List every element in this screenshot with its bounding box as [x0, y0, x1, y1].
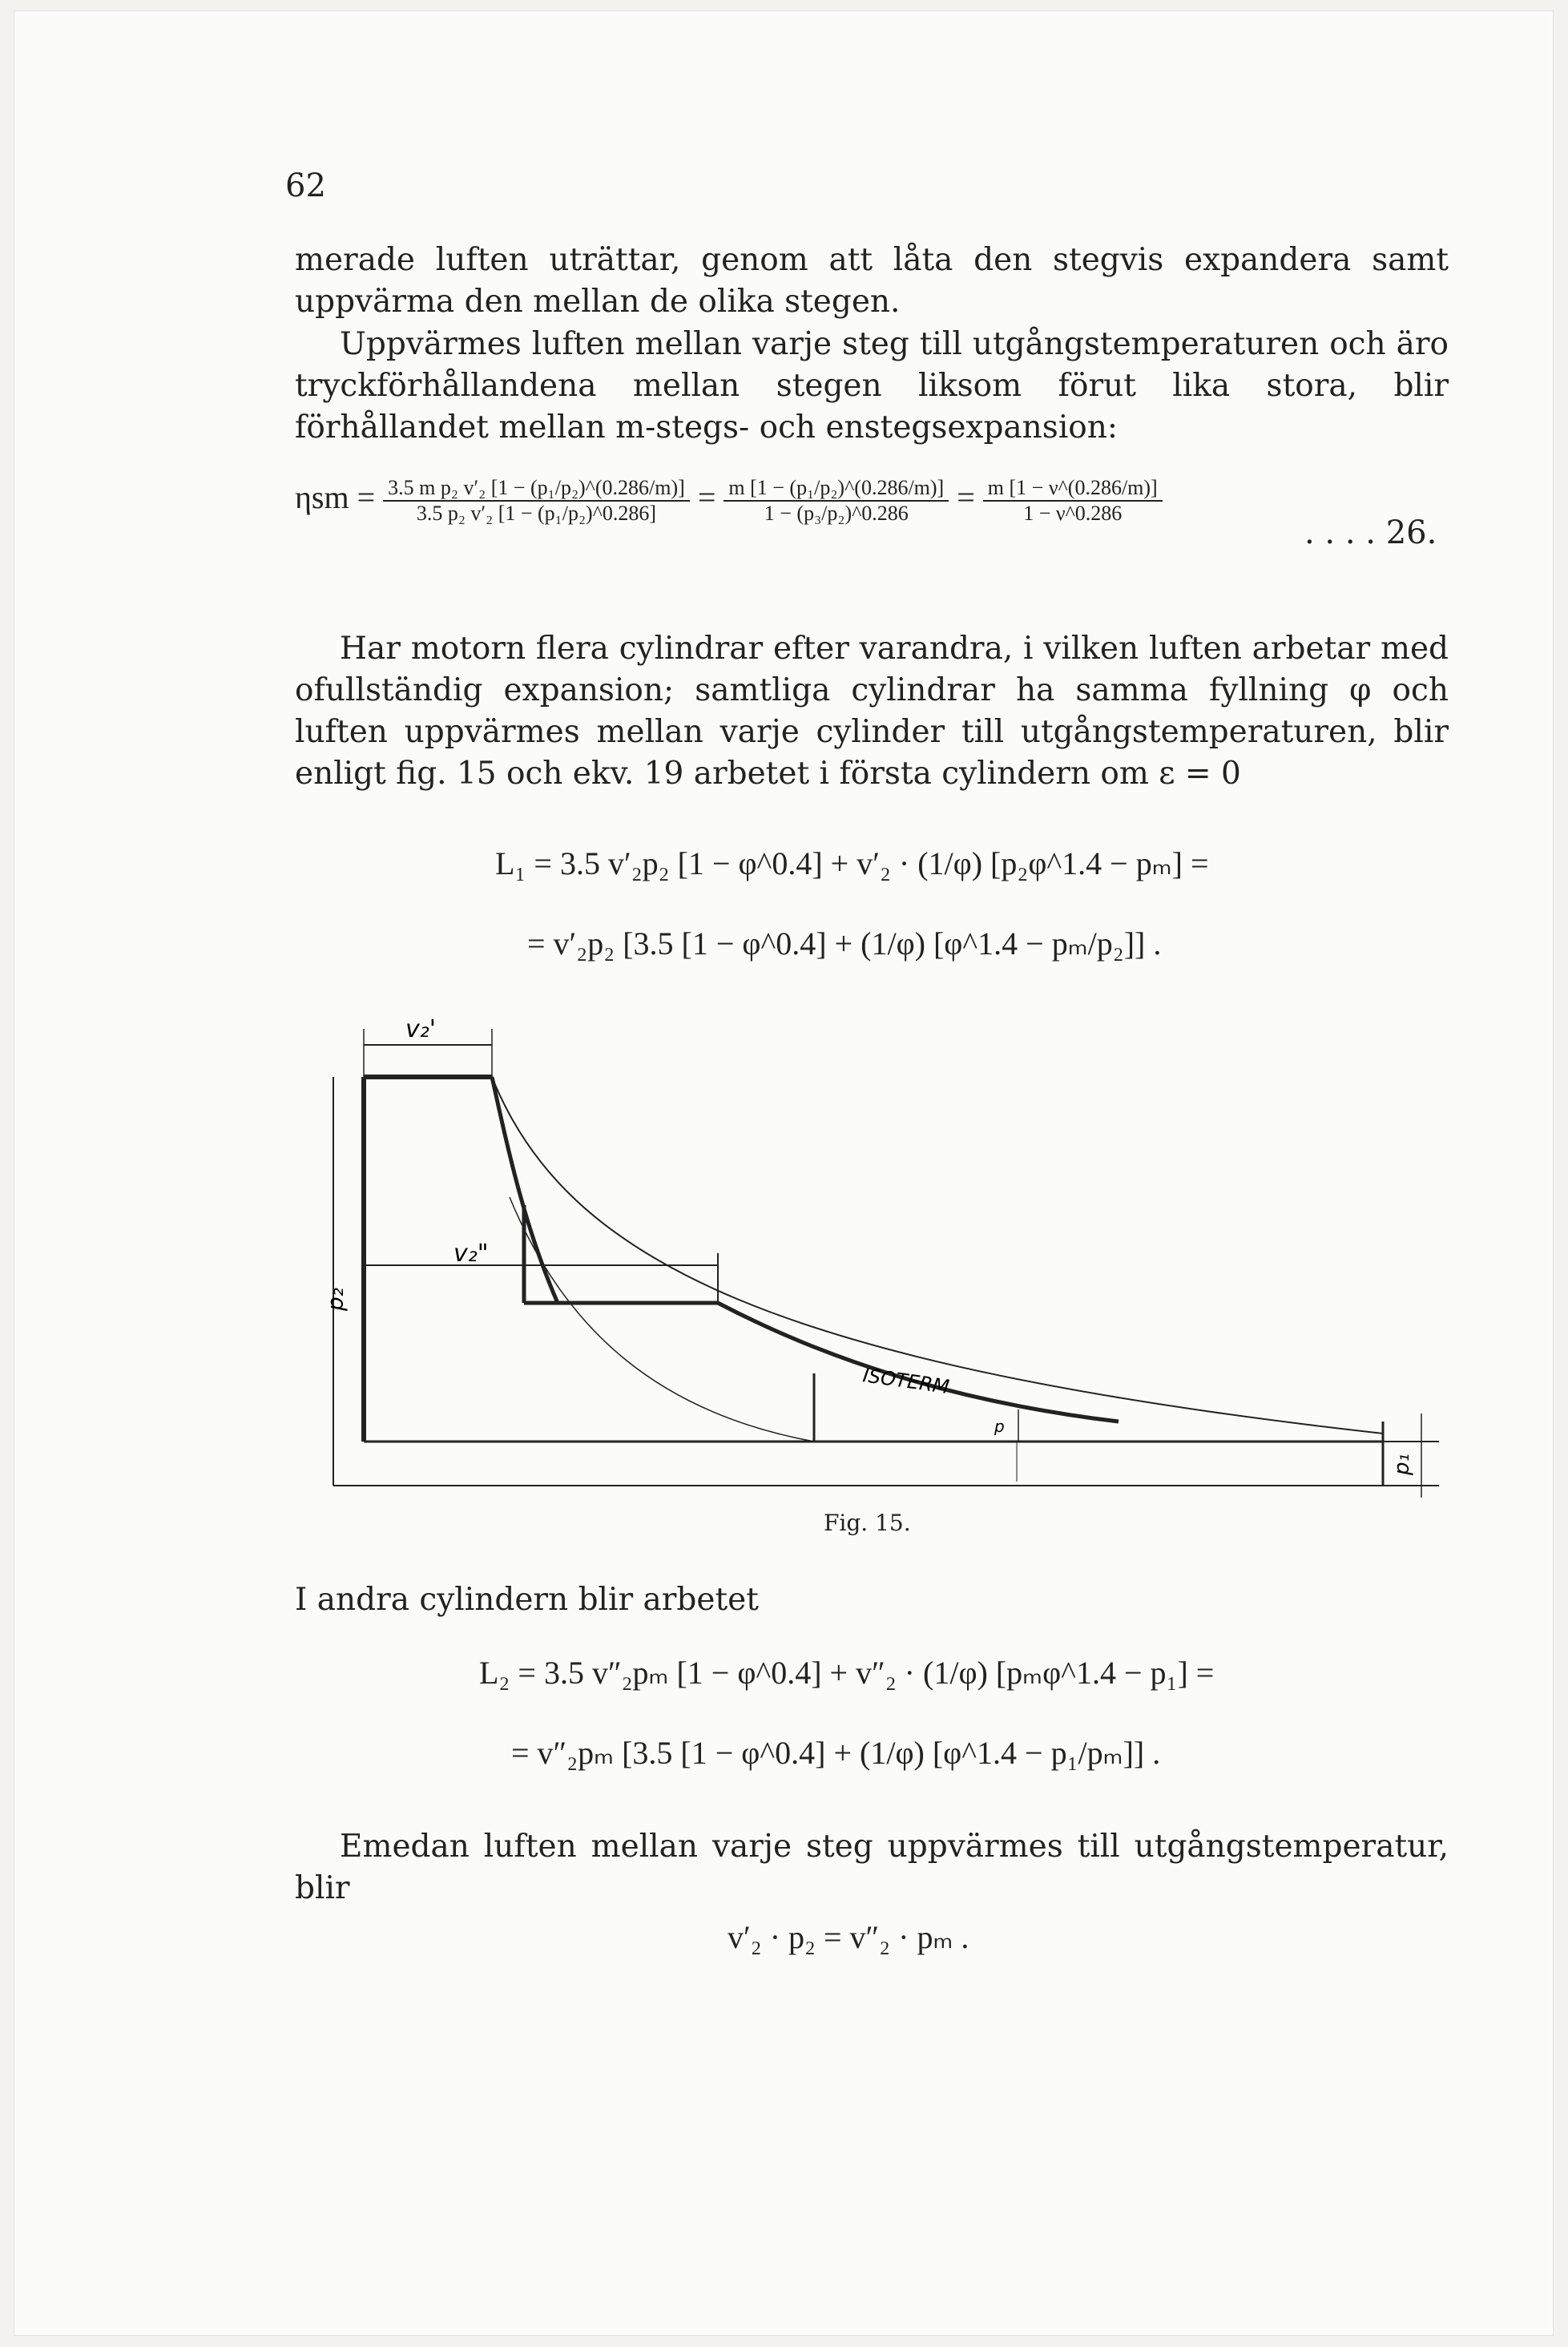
- label-p-small: p: [994, 1417, 1005, 1436]
- paragraph-5: Emedan luften mellan varje steg uppvärmes till utgångstemperatur, blir: [295, 1829, 1449, 1906]
- pv-diagram: [322, 997, 1447, 1510]
- figure-15-diagram: [322, 997, 1447, 1510]
- label-v2-prime: v₂': [405, 1015, 437, 1043]
- equation-L2-line1: L₂ = 3.5 v″₂pₘ [1 − φ^0.4] + v″₂ · (1/φ) [pₘφ^1.4 − p₁] =: [479, 1655, 1215, 1691]
- label-p2: p₂: [322, 1288, 349, 1311]
- eq26-lhs: ηsm =: [295, 479, 376, 516]
- paragraph-4: I andra cylindern blir arbetet: [295, 1582, 759, 1618]
- equation-L1-line1: L₁ = 3.5 v′₂p₂ [1 − φ^0.4] + v′₂ · (1/φ) [p₂φ^1.4 − pₘ] =: [495, 845, 1209, 881]
- eq26-f2-numerator: m [1 − (p₁/p₂)^(0.286/m)]: [724, 476, 949, 502]
- equation-26: ηsm = $\frac{\text{3.5 m p₂ v′₂ [1 − (p₁/p₂)\textasciicircum{}(0.286/m)]}}{\text{3.5 p₂ v′₂ [1 − (p₁/p₂)\textasciicircum{}0.286]}}$ = $\frac{\text{m [1 − (p₁/p₂)\textasciicircum{}(0.286/m)]}}{\text{1 − (p₃/p₂)\textasciicircum{}0.286}}$ = $\frac{m [1 - \nu\^{}(0.286/m)]}{1 - \nu\^{}0.286}$: [295, 476, 1163, 526]
- equation-final: v′₂ · p₂ = v″₂ · pₘ .: [728, 1919, 969, 1955]
- eq26-f1-numerator: 3.5 m p₂ v′₂ [1 − (p₁/p₂)^(0.286/m)]: [383, 476, 690, 502]
- page-number: 62: [285, 167, 326, 204]
- eq26-f2-denominator: 1 − (p₃/p₂)^0.286: [764, 502, 909, 525]
- equation-L2-line2: = v″₂pₘ [3.5 [1 − φ^0.4] + (1/φ) [φ^1.4 − p₁/pₘ]] .: [511, 1735, 1161, 1771]
- paragraph-2: Uppvärmes luften mellan varje steg till utgångstemperaturen och äro tryckförhållandena mellan stegen liksom förut lika stora, blir förhållandet mellan m-stegs- och enstegsexpansion:: [295, 326, 1449, 446]
- paragraph-3: Har motorn flera cylindrar efter varandra, i vilken luften arbetar med ofullständig expansion; samtliga cylindrar ha samma fyllning φ och luften uppvärmes mellan varje cylinder till utgångstemperaturen, blir enligt fig. 15 och ekv. 19 arbetet i första cylindern om ε = 0: [295, 631, 1449, 792]
- label-isoterm: ISOTERM: [861, 1364, 951, 1399]
- eq26-f3-numerator: m [1 − ν^(0.286/m)]: [983, 476, 1163, 502]
- equation-number-26: . . . . 26.: [1304, 514, 1437, 551]
- eq26-f3-denominator: 1 − ν^0.286: [1023, 502, 1123, 525]
- paragraph-1: merade luften uträttar, genom att låta den stegvis expandera samt uppvärma den mellan de olika stegen.: [295, 242, 1449, 320]
- label-v2-double-prime: v₂": [453, 1240, 489, 1268]
- page: [14, 11, 1553, 2335]
- figure-caption: Fig. 15.: [824, 1510, 911, 1536]
- eq26-fraction-1: [383, 476, 690, 526]
- eq26-fraction-2: [724, 476, 949, 526]
- equation-L1-line2: = v′₂p₂ [3.5 [1 − φ^0.4] + (1/φ) [φ^1.4 − pₘ/p₂]] .: [527, 925, 1162, 962]
- eq26-fraction-3: [983, 476, 1163, 526]
- label-p1: p₁: [1390, 1454, 1414, 1475]
- eq26-f1-denominator: 3.5 p₂ v′₂ [1 − (p₁/p₂)^0.286]: [416, 502, 657, 525]
